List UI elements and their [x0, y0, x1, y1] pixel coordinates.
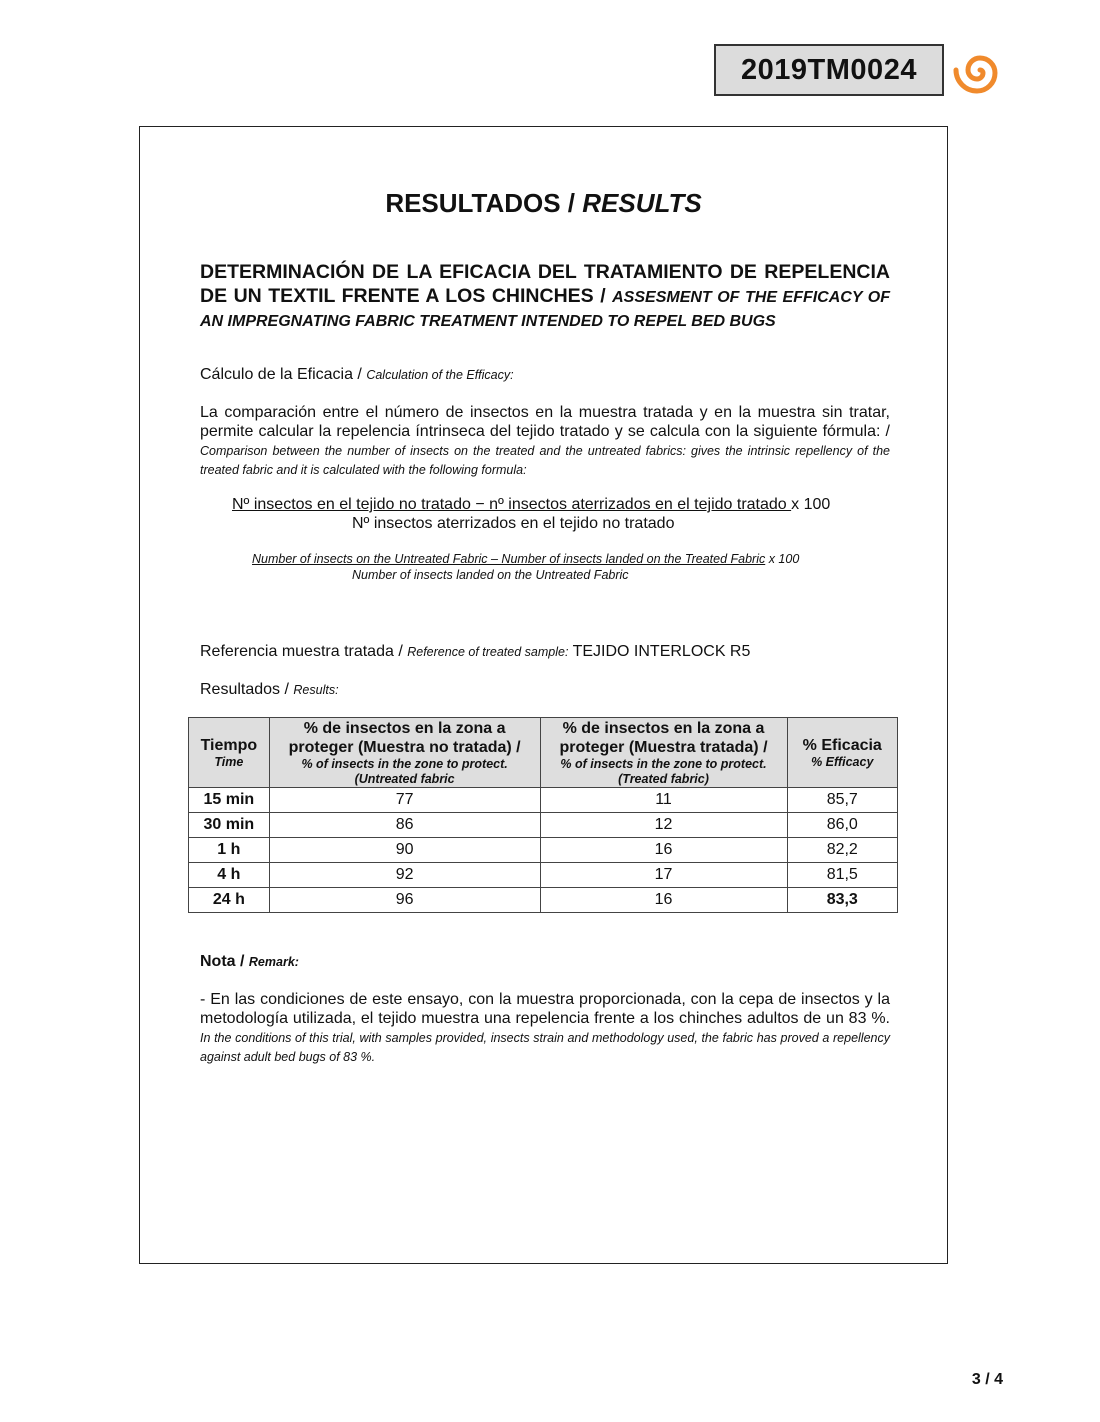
- results-label: Resultados / Results:: [200, 681, 339, 698]
- table-row: [189, 813, 898, 838]
- comparison-es: La comparación entre el número de insectos en la muestra tratada y en la muestra sin tratar, permite calcular la repelencia íntrinseca del tejido tratado y se calcula con la siguiente fórmula: /: [200, 404, 890, 440]
- cell-efficacy: 81,5: [787, 863, 897, 888]
- formula-en-denominator: Number of insects landed on the Untreated Fabric: [352, 568, 629, 582]
- table-row: [189, 838, 898, 863]
- cell-efficacy: 85,7: [787, 788, 897, 813]
- cell-efficacy: 83,3: [787, 888, 897, 913]
- remark-label: Nota / Remark:: [200, 953, 299, 970]
- table-row: [189, 888, 898, 913]
- remark-en: In the conditions of this trial, with samples provided, insects strain and methodology used, the fabric has proved a repellency against adult bed bugs of 83 %.: [200, 1031, 890, 1064]
- cell-untreated: 90: [269, 838, 540, 863]
- cell-untreated: 86: [269, 813, 540, 838]
- cell-time: 1 h: [189, 838, 270, 863]
- header-time: Tiempo Time: [189, 718, 270, 788]
- cell-time: 30 min: [189, 813, 270, 838]
- comparison-en: Comparison between the number of insects on the treated and the untreated fabrics: gives the intrinsic repellency of the treated fabric and it is calculated with the following formula:: [200, 444, 890, 477]
- calc-label: Cálculo de la Eficacia / Calculation of the Efficacy:: [200, 366, 514, 383]
- cell-treated: 11: [540, 788, 787, 813]
- comparison-paragraph: [200, 403, 890, 479]
- remark-paragraph: [200, 990, 890, 1066]
- formula-en-numerator: Number of insects on the Untreated Fabric – Number of insects landed on the Treated Fabric x 100: [252, 552, 800, 566]
- header-untreated: % de insectos en la zona a proteger (Muestra no tratada) / % of insects in the zone to protect. (Untreated fabric: [269, 718, 540, 788]
- cell-untreated: 92: [269, 863, 540, 888]
- cell-treated: 17: [540, 863, 787, 888]
- section-heading: [200, 260, 890, 332]
- page-number: 3 / 4: [971, 1371, 1003, 1388]
- cell-untreated: 77: [269, 788, 540, 813]
- cell-time: 15 min: [189, 788, 270, 813]
- header-treated: % de insectos en la zona a proteger (Muestra tratada) / % of insects in the zone to protect. (Treated fabric): [540, 718, 787, 788]
- report-code-box: [714, 44, 944, 96]
- heading-es: DETERMINACIÓN DE LA EFICACIA DEL TRATAMIENTO DE REPELENCIA DE UN TEXTIL FRENTE A LOS CHINCHES /: [200, 261, 890, 307]
- cell-treated: 12: [540, 813, 787, 838]
- remark-es: - En las condiciones de este ensayo, con la muestra proporcionada, con la cepa de insectos y la metodología utilizada, el tejido muestra una repelencia frente a los chinches adultos de un 83 %.: [200, 991, 890, 1027]
- reference-value: TEJIDO INTERLOCK R5: [572, 643, 751, 660]
- formula-es-numerator: Nº insectos en el tejido no tratado − nº insectos aterrizados en el tejido tratado x 100: [232, 496, 831, 513]
- report-code: 2019TM0024: [741, 53, 917, 86]
- formula-es-denominator: Nº insectos aterrizados en el tejido no tratado: [352, 515, 675, 532]
- page-title: RESULTADOS / RESULTS: [385, 188, 702, 218]
- header-efficacy: % Eficacia % Efficacy: [787, 718, 897, 788]
- treated-sample-reference: Referencia muestra tratada / Reference of treated sample: TEJIDO INTERLOCK R5: [200, 643, 751, 660]
- cell-untreated: 96: [269, 888, 540, 913]
- table-row: [189, 863, 898, 888]
- table-header-row: [189, 718, 898, 788]
- spiral-logo-icon: [953, 45, 1007, 95]
- cell-efficacy: 82,2: [787, 838, 897, 863]
- cell-treated: 16: [540, 838, 787, 863]
- results-table: [188, 717, 898, 913]
- cell-time: 4 h: [189, 863, 270, 888]
- heading-en: ASSESMENT OF THE EFFICACY OF AN IMPREGNATING FABRIC TREATMENT INTENDED TO REPEL BED BUGS: [200, 289, 890, 330]
- cell-time: 24 h: [189, 888, 270, 913]
- table-row: [189, 788, 898, 813]
- cell-treated: 16: [540, 888, 787, 913]
- cell-efficacy: 86,0: [787, 813, 897, 838]
